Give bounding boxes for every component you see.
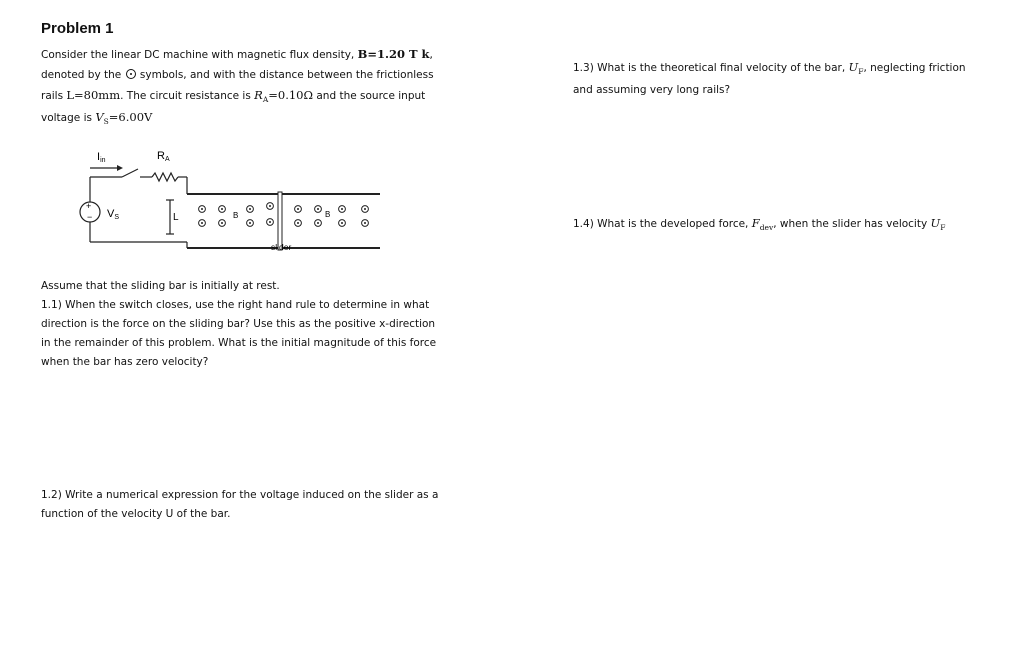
intro-line-4 [41, 110, 152, 129]
q11-line-1: 1.1) When the switch closes, use the right hand rule to determine in what [41, 299, 430, 311]
current-label: Iin [97, 151, 106, 164]
source-label: VS [107, 208, 120, 221]
minus-sign: − [87, 212, 93, 222]
resistance-expr: $R_A=0.10\Omega$ [254, 88, 314, 104]
q13-line-1 [573, 60, 966, 79]
intro-text: denoted by the [41, 69, 122, 81]
flux-density-expr: B=1.20 T k [357, 47, 430, 61]
q13-text: 1.3) What is the theoretical final velocity of the bar, [573, 62, 846, 74]
q11-line-4: when the bar has zero velocity? [41, 356, 209, 368]
problem-title: Problem 1 [41, 20, 114, 37]
intro-text: symbols, and with the distance between the frictionless [139, 69, 434, 81]
rail-distance-expr: L=80mm [66, 88, 121, 102]
q14-text: , when the slider has velocity [773, 218, 928, 230]
current-arrowhead-icon [117, 165, 123, 171]
intro-line-3 [41, 88, 425, 107]
length-label: L [173, 212, 179, 223]
b-label-1: B [233, 211, 239, 220]
q13-text: , neglecting friction [863, 62, 966, 74]
q12-line-1: 1.2) Write a numerical expression for the voltage induced on the slider as a [41, 489, 439, 501]
intro-line-1: Consider the linear DC machine with magnetic flux density, B=1.20 T k, [41, 47, 433, 61]
resistor-ra [152, 173, 178, 181]
q11-line-3: in the remainder of this problem. What is the initial magnitude of this force [41, 337, 437, 349]
plus-sign: + [86, 201, 92, 211]
final-velocity-expr-2: $U_F$ [930, 216, 946, 232]
odot-symbol-icon [126, 69, 136, 79]
q11-line-2: direction is the force on the sliding bar? Use this as the positive x-direction [41, 318, 436, 330]
q13-line-2: and assuming very long rails? [573, 84, 731, 96]
switch [122, 169, 138, 177]
intro-text: . The circuit resistance is [120, 90, 251, 102]
q12-line-2: function of the velocity U of the bar. [41, 508, 231, 520]
q14-line [573, 216, 945, 235]
assume-text: Assume that the sliding bar is initially at rest. [41, 280, 280, 292]
final-velocity-expr: $U_F$ [848, 60, 864, 76]
intro-text: and the source input [316, 90, 426, 102]
resistor-label: RA [157, 150, 170, 163]
intro-text: Consider the linear DC machine with magnetic flux density, [41, 49, 355, 61]
b-label-2: B [325, 210, 331, 219]
b-field-dot-centers [201, 205, 366, 224]
linear-dc-machine-diagram [60, 140, 390, 260]
source-voltage-expr: $V_S=6.00V$ [95, 110, 153, 126]
slider-label: slider [271, 242, 292, 252]
intro-text: rails [41, 90, 64, 102]
intro-text: voltage is [41, 112, 92, 124]
developed-force-expr: $F_{dev}$ [751, 216, 774, 232]
q14-text: 1.4) What is the developed force, [573, 218, 749, 230]
intro-line-2 [41, 68, 434, 82]
